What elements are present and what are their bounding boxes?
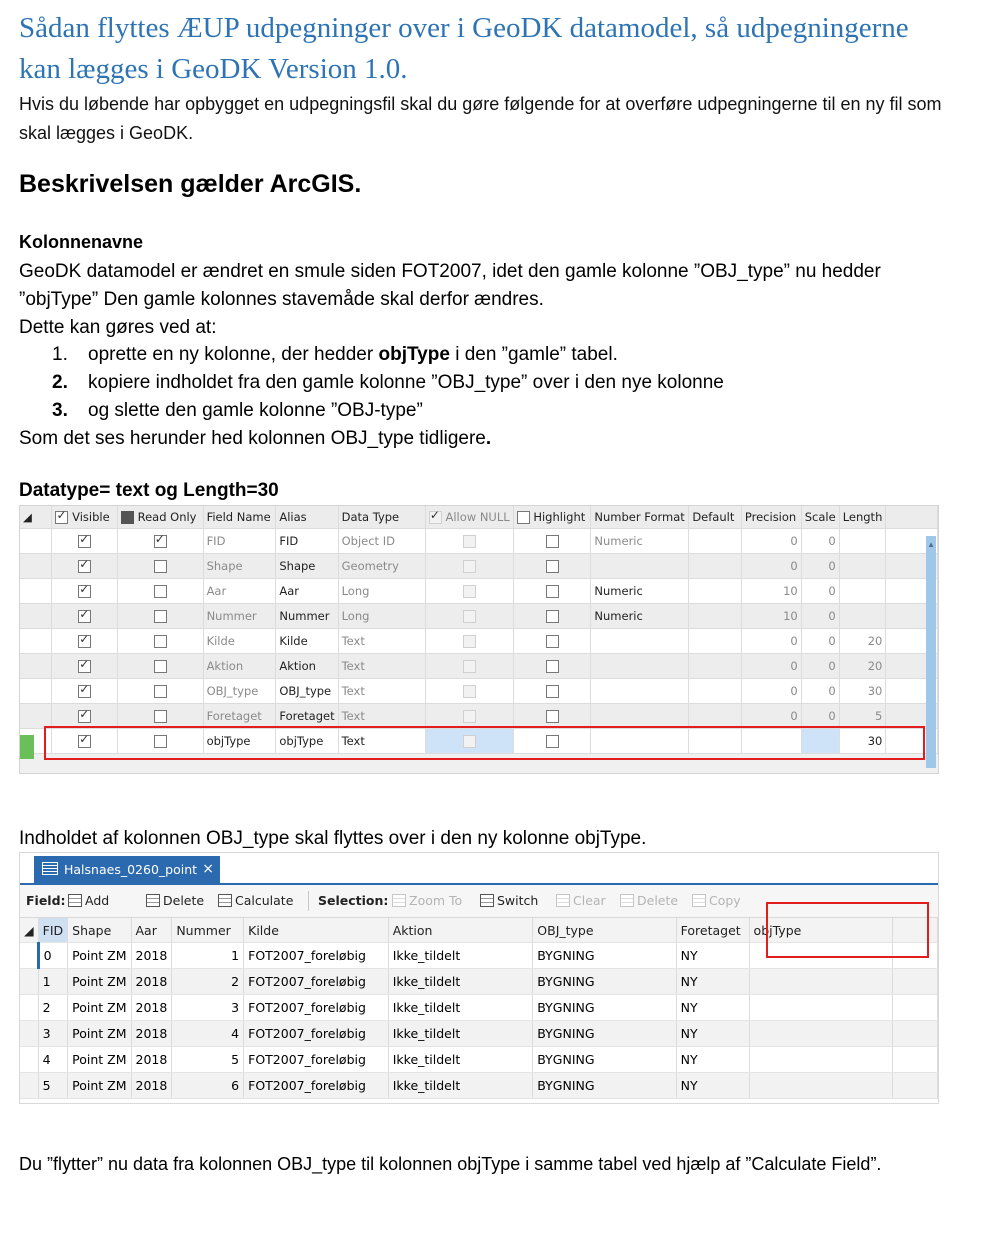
visible-checkbox[interactable]	[78, 610, 91, 623]
page-title: Sådan flyttes ÆUP udpegninger over i GeoDK datamodel, så udpegningerne kan lægges i GeoDK Version 1.0.	[19, 12, 909, 85]
readonly-checkbox[interactable]	[154, 685, 167, 698]
tab-bar	[20, 853, 938, 885]
highlight-checkbox[interactable]	[546, 685, 559, 698]
table-icon	[42, 862, 58, 875]
add-field-icon	[68, 894, 82, 907]
field-row[interactable]: ✓ OBJ_type OBJ_type Text 0 0 30	[20, 679, 938, 704]
readonly-checkbox[interactable]	[154, 635, 167, 648]
field-row[interactable]: ✓ Foretaget Foretaget Text 0 0 5	[20, 704, 938, 729]
visible-checkbox[interactable]	[78, 685, 91, 698]
clear-selection-button[interactable]: Clear	[556, 893, 606, 908]
current-row-marker	[20, 735, 34, 759]
step-number: 2.	[52, 372, 68, 393]
visible-checkbox[interactable]	[78, 635, 91, 648]
readonly-checkbox[interactable]	[154, 585, 167, 598]
table-row[interactable]: 5 Point ZM 2018 6 FOT2007_foreløbig Ikke_tildelt BYGNING NY	[20, 1073, 938, 1099]
highlight-box-objtype-column	[766, 902, 929, 958]
step-text: og slette den gamle kolonne ”OBJ-type”	[88, 400, 423, 421]
row-header-corner: ◢	[20, 918, 38, 943]
fields-table	[20, 506, 938, 754]
intro-paragraph: Hvis du løbende har opbygget en udpegningsfil skal du gøre følgende for at overføre udpegningerne til en ny fil som skal lægges i GeoDK.	[19, 94, 942, 143]
allownull-checkbox	[463, 585, 476, 598]
field-row[interactable]: ✓ ✓ FID FID Object ID Numeric 0 0	[20, 529, 938, 554]
allownull-checkbox	[463, 560, 476, 573]
table-row[interactable]: 0 Point ZM 2018 1 FOT2007_foreløbig Ikke_tildelt BYGNING NY	[20, 943, 938, 969]
table-row[interactable]: 4 Point ZM 2018 5 FOT2007_foreløbig Ikke_tildelt BYGNING NY	[20, 1047, 938, 1073]
col-aar[interactable]: Aar	[131, 918, 172, 943]
highlight-checkbox[interactable]	[546, 560, 559, 573]
row-header-corner: ◢	[20, 506, 52, 529]
highlight-checkbox[interactable]	[546, 635, 559, 648]
heading-arcgis: Beskrivelsen gælder ArcGIS.	[19, 170, 362, 198]
paragraph-datamodel	[19, 258, 949, 342]
allownull-checkbox	[463, 610, 476, 623]
step-text: oprette en ny kolonne, der hedder objType i den ”gamle” tabel.	[88, 344, 618, 365]
attribute-table-view	[19, 852, 939, 1104]
scroll-up-icon[interactable]: ▲	[927, 540, 935, 549]
highlight-checkbox[interactable]	[546, 660, 559, 673]
col-number-format[interactable]: Number Format	[591, 506, 689, 529]
col-filler	[886, 506, 938, 529]
paragraph-calculate-field: Du ”flytter” nu data fra kolonnen OBJ_type til kolonnen objType i samme tabel ved hjælp af ”Calculate Field”.	[19, 1154, 882, 1174]
paragraph-previously: Som det ses herunder hed kolonnen OBJ_type tidligere.	[19, 428, 492, 449]
col-shape[interactable]: Shape	[68, 918, 131, 943]
switch-selection-button[interactable]: Switch	[480, 893, 538, 908]
step-item	[52, 397, 724, 425]
zoom-to-icon	[392, 894, 406, 907]
field-row-new[interactable]: ✓ objType objType Text 30	[20, 729, 938, 754]
allownull-checkbox	[463, 710, 476, 723]
clear-icon	[556, 894, 570, 907]
col-visible[interactable]: ✓ Visible	[52, 506, 117, 529]
visible-checkbox[interactable]	[78, 660, 91, 673]
highlight-checkbox[interactable]	[546, 535, 559, 548]
heading-datatype: Datatype= text og Length=30	[19, 480, 279, 501]
paragraph-steps-intro: Dette kan gøres ved at:	[19, 317, 217, 338]
col-data-type[interactable]: Data Type	[338, 506, 425, 529]
visible-checkbox[interactable]	[78, 535, 91, 548]
col-kilde[interactable]: Kilde	[244, 918, 389, 943]
col-allow-null[interactable]: ✓ Allow NULL	[425, 506, 513, 529]
highlight-box-new-field	[44, 726, 925, 760]
readonly-checkbox[interactable]	[154, 710, 167, 723]
table-row[interactable]: 1 Point ZM 2018 2 FOT2007_foreløbig Ikke_tildelt BYGNING NY	[20, 969, 938, 995]
field-row[interactable]: ✓ Aktion Aktion Text 0 0 20	[20, 654, 938, 679]
col-precision[interactable]: Precision	[741, 506, 801, 529]
highlight-checkbox[interactable]	[546, 585, 559, 598]
field-row[interactable]: ✓ Nummer Nummer Long Numeric 10 0	[20, 604, 938, 629]
col-field-name[interactable]: Field Name	[203, 506, 276, 529]
delete-selection-button[interactable]: Delete	[620, 893, 678, 908]
col-readonly[interactable]: Read Only	[117, 506, 203, 529]
checkbox-icon	[429, 511, 442, 524]
allownull-checkbox	[463, 635, 476, 648]
step-item	[52, 369, 724, 397]
allownull-checkbox	[463, 660, 476, 673]
allownull-checkbox	[463, 685, 476, 698]
delete-field-icon	[146, 894, 160, 907]
readonly-checkbox[interactable]	[154, 560, 167, 573]
vertical-scrollbar[interactable]	[926, 536, 936, 768]
readonly-checkbox[interactable]	[154, 610, 167, 623]
visible-checkbox[interactable]	[78, 710, 91, 723]
tab-attribute-table[interactable]: Halsnaes_0260_point ×	[34, 856, 220, 883]
checkbox-icon	[121, 511, 134, 524]
col-aktion[interactable]: Aktion	[388, 918, 533, 943]
readonly-checkbox[interactable]	[154, 660, 167, 673]
calculate-field-button[interactable]: Calculate	[218, 893, 293, 908]
step-item	[52, 341, 724, 369]
table-row[interactable]: 3 Point ZM 2018 4 FOT2007_foreløbig Ikke_tildelt BYGNING NY	[20, 1021, 938, 1047]
col-scale[interactable]: Scale	[801, 506, 839, 529]
step-number: 1.	[52, 344, 68, 365]
field-row[interactable]: ✓ Kilde Kilde Text 0 0 20	[20, 629, 938, 654]
zoom-to-button[interactable]: Zoom To	[392, 893, 462, 908]
col-obj-type[interactable]: OBJ_type	[533, 918, 676, 943]
col-length[interactable]: Length	[839, 506, 886, 529]
allownull-checkbox	[463, 535, 476, 548]
visible-checkbox[interactable]	[78, 585, 91, 598]
heading-kolonnenavne: Kolonnenavne	[19, 232, 144, 252]
col-alias[interactable]: Alias	[276, 506, 338, 529]
highlight-checkbox[interactable]	[546, 610, 559, 623]
checkbox-icon	[517, 511, 530, 524]
col-highlight[interactable]: Highlight	[513, 506, 591, 529]
delete-field-button[interactable]: Delete	[146, 893, 204, 908]
step-text: kopiere indholdet fra den gamle kolonne ”OBJ_type” over i den nye kolonne	[88, 372, 724, 393]
calculate-icon	[218, 894, 232, 907]
table-row[interactable]: 2 Point ZM 2018 3 FOT2007_foreløbig Ikke_tildelt BYGNING NY	[20, 995, 938, 1021]
close-icon[interactable]: ×	[202, 861, 214, 877]
add-field-button[interactable]: Add	[68, 893, 109, 908]
copy-icon	[692, 894, 706, 907]
col-default[interactable]: Default	[689, 506, 742, 529]
delete-icon	[620, 894, 634, 907]
step-number: 3.	[52, 400, 68, 421]
field-label: Field:	[26, 893, 66, 908]
paragraph-move-content: Indholdet af kolonnen OBJ_type skal flyttes over i den ny kolonne objType.	[19, 828, 647, 849]
field-row[interactable]: ✓ Aar Aar Long Numeric 10 0	[20, 579, 938, 604]
field-row[interactable]: ✓ Shape Shape Geometry 0 0	[20, 554, 938, 579]
col-nummer[interactable]: Nummer	[172, 918, 244, 943]
readonly-checkbox[interactable]	[154, 535, 167, 548]
col-fid[interactable]: FID	[38, 918, 68, 943]
checkbox-icon	[55, 511, 68, 524]
highlight-checkbox[interactable]	[546, 710, 559, 723]
toolbar-separator	[308, 891, 309, 911]
steps-list	[52, 341, 724, 425]
paragraph-datamodel-text: GeoDK datamodel er ændret en smule siden FOT2007, idet den gamle kolonne ”OBJ_type” nu hedder ”objType” Den gamle kolonnes stavemåde skal derfor ændres.	[19, 261, 881, 310]
visible-checkbox[interactable]	[78, 560, 91, 573]
col-foretaget[interactable]: Foretaget	[676, 918, 749, 943]
switch-icon	[480, 894, 494, 907]
selection-label: Selection:	[318, 893, 389, 908]
copy-selection-button[interactable]: Copy	[692, 893, 741, 908]
col-objtype[interactable]: objType	[749, 918, 892, 943]
